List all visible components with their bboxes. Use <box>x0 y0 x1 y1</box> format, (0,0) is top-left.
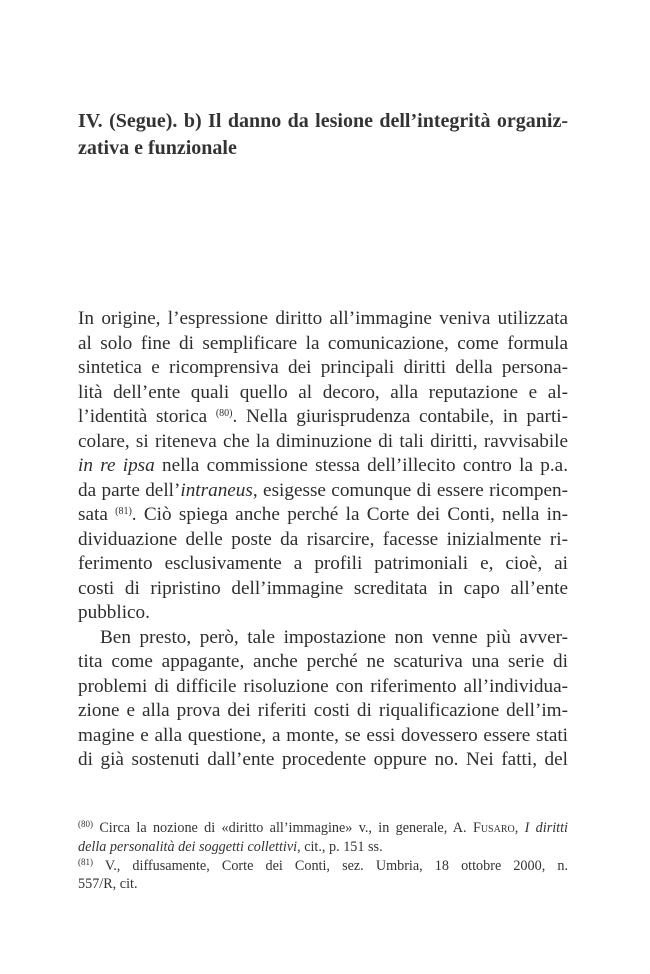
footnotes <box>78 819 568 894</box>
p2-line-5: magine e alla questione, a monte, se essi dovessero essere stati <box>78 724 568 746</box>
p1-line-7 <box>78 454 568 479</box>
p2-line-4: zione e alla prova dei riferiti costi di riqualificazione dell’im- <box>78 700 568 721</box>
p1-line-13: pubblico. <box>78 602 150 623</box>
latin-phrase: in re ipsa <box>78 455 155 476</box>
heading-line-2: zativa e funzionale <box>78 137 237 159</box>
p1-line-3: sintetica e ricomprensiva dei principali diritti della persona- <box>78 357 568 378</box>
book-page <box>78 0 568 974</box>
p2-line-3: problemi di difficile risoluzione con riferimento all’individua- <box>78 675 568 697</box>
footnote-80-citation: , cit., p. 151 ss. <box>297 838 383 855</box>
p1-line-5 <box>78 405 568 430</box>
p1-line-9-text-cont: . Ciò spiega anche perché la Corte dei Conti, nella in- <box>131 504 568 525</box>
p1-line-11: ferimento esclusivamente a profili patrimoniali e, cioè, ai <box>78 553 568 574</box>
footnote-81-line-1 <box>78 857 568 876</box>
footnote-80-title-part2: della personalità dei soggetti collettivi <box>78 838 298 855</box>
footnote-80-number: (80) <box>78 819 93 829</box>
footnote-81-number: (81) <box>78 856 93 867</box>
p1-line-5-text-cont: . Nella giurisprudenza contabile, in parti- <box>232 406 568 427</box>
section-heading <box>78 108 568 162</box>
p1-line-5-text: l’identità storica <box>78 406 216 427</box>
p2-line-1: Ben presto, però, tale impostazione non venne più avver- <box>100 626 568 648</box>
latin-term: intraneus <box>180 479 253 501</box>
footnote-80-author: usaro <box>480 820 515 836</box>
footnote-80-text: Circa la nozione di «diritto all’immagine» v., in generale, A. <box>93 820 473 836</box>
footnote-ref-81[interactable]: (81) <box>115 506 132 517</box>
footnote-80-line-2 <box>78 838 568 857</box>
p1-line-8 <box>78 479 568 504</box>
p1-line-4: lità dell’ente quali quello al decoro, alla reputazione e al- <box>78 381 568 403</box>
p2-line-6: di già sostenuti dall’ente procedente oppure no. Nei fatti, del <box>78 749 568 770</box>
p1-line-12: costi di ripristino dell’immagine screditata in capo all’ente <box>78 577 568 599</box>
p1-line-6: colare, si riteneva che la diminuzione di tali diritti, ravvisabile <box>78 430 568 452</box>
footnote-80-title-part1: I diritti <box>524 820 568 836</box>
footnote-80-author-initial: F <box>472 820 481 836</box>
p1-line-9-text: sata <box>78 504 116 525</box>
footnote-80-line-1 <box>78 819 568 838</box>
p1-line-7-text: nella commissione stessa dell’illecito contro la p.a. <box>154 455 568 476</box>
body-text <box>78 307 568 773</box>
p1-line-8-text: da parte dell’ <box>78 479 181 501</box>
p1-line-9 <box>78 503 568 528</box>
footnote-ref-80[interactable]: (80) <box>215 408 233 419</box>
p1-line-1: In origine, l’espressione diritto all’immagine veniva utilizzata <box>78 308 568 329</box>
p1-line-2: al solo fine di semplificare la comunicazione, come formula <box>78 332 568 354</box>
footnote-80-sep: , <box>514 820 525 836</box>
p1-line-8-text-cont: , esigesse comunque di essere ricompen- <box>252 479 568 501</box>
footnote-81-line-2: 557/R, cit. <box>78 876 138 893</box>
p2-line-2: tita come appagante, anche perché ne scaturiva una serie di <box>78 651 568 672</box>
p1-line-10: dividuazione delle poste da risarcire, facesse inizialmente ri- <box>78 528 568 550</box>
heading-line-1: IV. (Segue). b) Il danno da lesione dell’integrità organiz- <box>78 110 568 132</box>
footnote-81-text: V., diffusamente, Corte dei Conti, sez. Umbria, 18 ottobre 2000, n. <box>93 857 568 874</box>
